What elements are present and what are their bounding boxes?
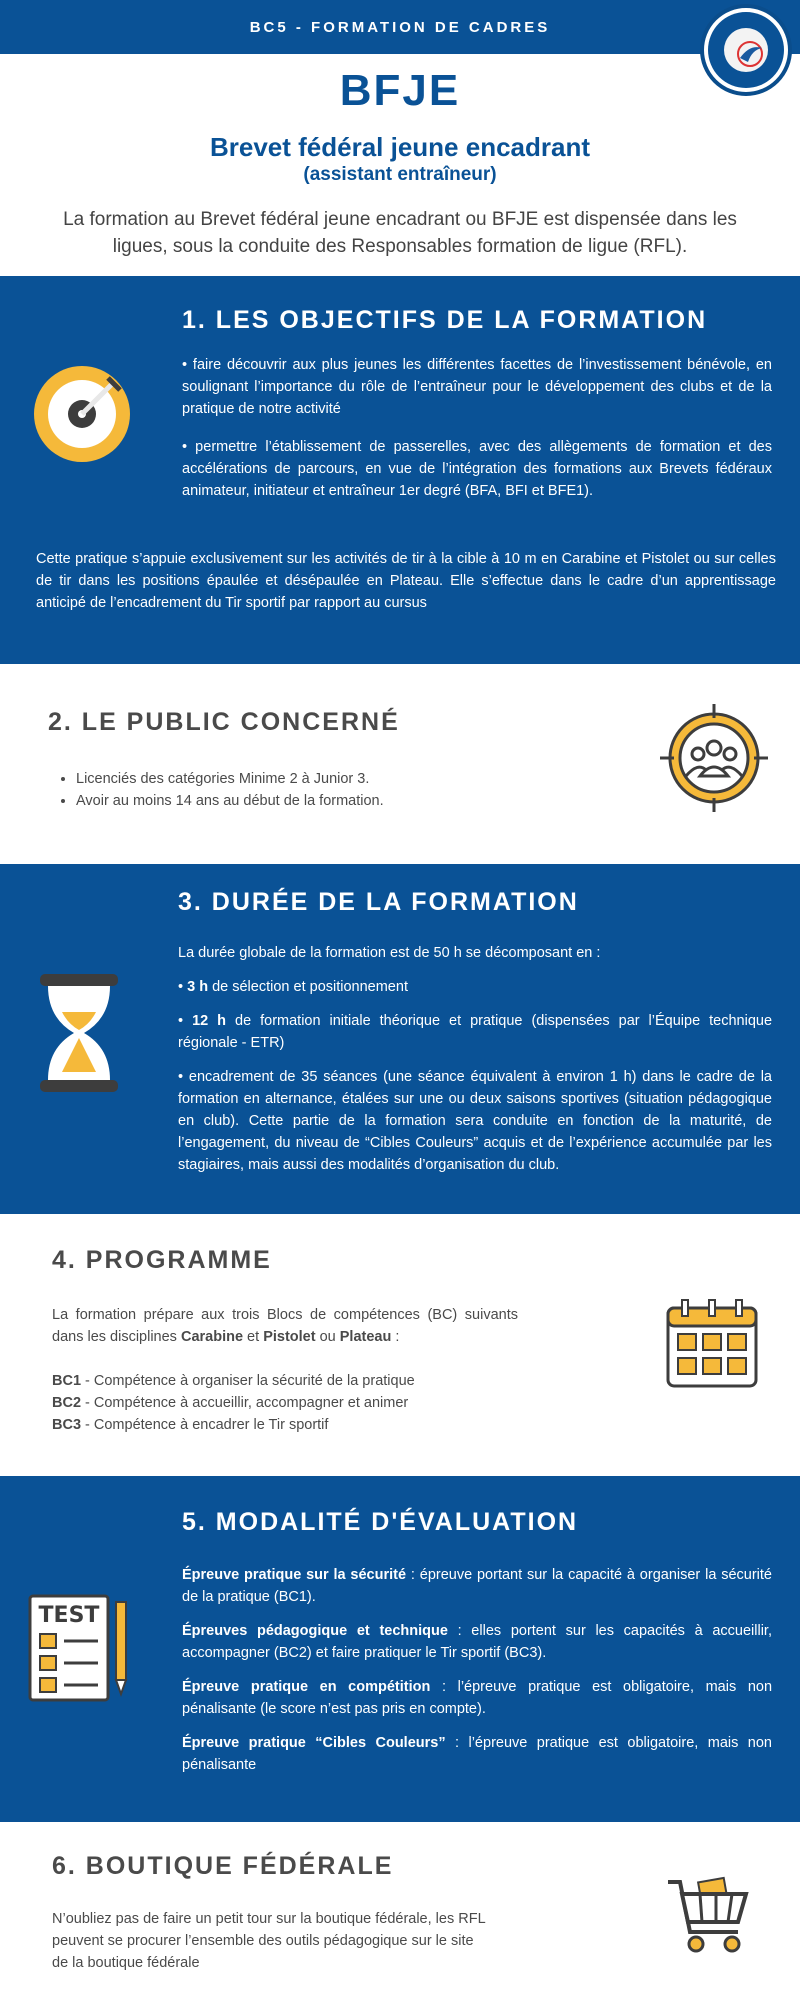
page-title: Brevet fédéral jeune encadrant bbox=[209, 132, 591, 162]
bc-list bbox=[52, 1370, 552, 1436]
programme-lead: La formation prépare aux trois Blocs de compétences (BC) suivants dans les disciplines Carabine et Pistolet ou Plateau : bbox=[52, 1307, 518, 1345]
page-subtitle: (assistant entraîneur) bbox=[303, 164, 497, 185]
list-item: BC3 - Compétence à encadrer le Tir sportif bbox=[52, 1417, 329, 1433]
list-item: Épreuves pédagogique et technique : elles portent sur les capacités à accueillir, accompagner (BC2) et faire pratiquer le Tir sportif (BC3). bbox=[182, 1623, 772, 1661]
bfje-logo: BFJE bbox=[339, 66, 461, 115]
list-item: Épreuve pratique en compétition : l’épreuve pratique est obligatoire, mais non pénalisante (le score n’est pas pris en compte). bbox=[182, 1679, 773, 1717]
duration-item-1: • 3 h de sélection et positionnement bbox=[178, 979, 408, 995]
target-icon bbox=[32, 364, 132, 464]
evaluation-list bbox=[182, 1564, 772, 1788]
section-public bbox=[0, 664, 800, 864]
section-evaluation bbox=[0, 1476, 800, 1822]
list-item: • Licenciés des catégories Minime 2 à Junior 3. bbox=[76, 768, 556, 790]
duration-item-3: • encadrement de 35 séances (une séance équivalent à environ 1 h) dans le cadre de la formation en alternance, étalées sur une ou deux saisons sportives (situation pédagogique en club). Cette partie de la formation sera conduite en fonction de la maturité, de l’engagement, du niveau de “Cibles Couleurs” acquis et de l’expérience accumulée par les stagiaires, mais aussi des modalités d’organisation du club. bbox=[178, 1069, 772, 1173]
top-banner bbox=[0, 0, 800, 54]
hourglass-icon bbox=[38, 972, 120, 1094]
calendar-icon bbox=[664, 1298, 760, 1390]
section-title: 1. LES OBJECTIFS DE LA FORMATION bbox=[182, 306, 708, 334]
section-title: 4. PROGRAMME bbox=[52, 1246, 272, 1274]
section-title: 3. DURÉE DE LA FORMATION bbox=[178, 888, 579, 916]
public-list bbox=[56, 768, 556, 812]
top-banner-label: BC5 - FORMATION DE CADRES bbox=[249, 18, 551, 36]
test-sheet-icon bbox=[28, 1594, 132, 1704]
section-title: 2. LE PUBLIC CONCERNÉ bbox=[48, 708, 400, 736]
list-item: • Avoir au moins 14 ans au début de la formation. bbox=[76, 790, 556, 812]
test-label: TEST bbox=[38, 1603, 100, 1628]
list-item: BC1 - Compétence à organiser la sécurité de la pratique bbox=[52, 1373, 415, 1389]
section-duree bbox=[0, 864, 800, 1214]
objective-2: • permettre l’établissement de passerelles, avec des allègements de formation et des accélérations de parcours, en vue de l’intégration des formations aux Brevets fédéraux animateur, initiateur et entraîneur 1er degré (BFA, BFI et BFE1). bbox=[182, 439, 772, 499]
duration-lead: La durée globale de la formation est de 50 h se décomposant en : bbox=[178, 945, 601, 961]
list-item: Épreuve pratique “Cibles Couleurs” : l’épreuve pratique est obligatoire, mais non pénalisante bbox=[182, 1735, 772, 1773]
objectives-note: Cette pratique s’appuie exclusivement sur les activités de tir à la cible à 10 m en Carabine et Pistolet ou sur celles de tir dans les positions épaulée et désépaulée en Plateau. Elle s’effectue dans le cadre d’un apprentissage anticipé de l’encadrement du Tir sportif par rapport au cursus bbox=[36, 551, 776, 611]
section-title: 5. MODALITÉ D'ÉVALUATION bbox=[182, 1508, 579, 1536]
objective-1: • faire découvrir aux plus jeunes les différentes facettes de l’investissement bénévole, en soulignant l’importance du rôle de l’entraîneur pour le développement des clubs et de la pratique de notre activité bbox=[182, 357, 772, 417]
duration-item-2: • 12 h de formation initiale théorique et pratique (dispensées par l’Équipe technique régionale - ETR) bbox=[178, 1013, 773, 1051]
boutique-text: N’oubliez pas de faire un petit tour sur la boutique fédérale, les RFL peuvent se procurer l’ensemble des outils pédagogique sur le site de la boutique fédérale bbox=[52, 1911, 486, 1971]
audience-target-icon bbox=[658, 702, 770, 814]
list-item: Épreuve pratique sur la sécurité : épreuve portant sur la capacité à organiser la sécurité de la pratique (BC1). bbox=[182, 1567, 772, 1605]
section-title: 6. BOUTIQUE FÉDÉRALE bbox=[52, 1852, 394, 1880]
section-boutique bbox=[0, 1822, 800, 2000]
list-item: BC2 - Compétence à accueillir, accompagner et animer bbox=[52, 1395, 409, 1411]
section-objectifs bbox=[0, 276, 800, 664]
section-programme bbox=[0, 1214, 800, 1476]
shopping-cart-icon bbox=[666, 1872, 752, 1958]
intro-paragraph: La formation au Brevet fédéral jeune encadrant ou BFJE est dispensée dans les ligues, sous la conduite des Responsables formation de ligue (RFL). bbox=[63, 209, 737, 257]
